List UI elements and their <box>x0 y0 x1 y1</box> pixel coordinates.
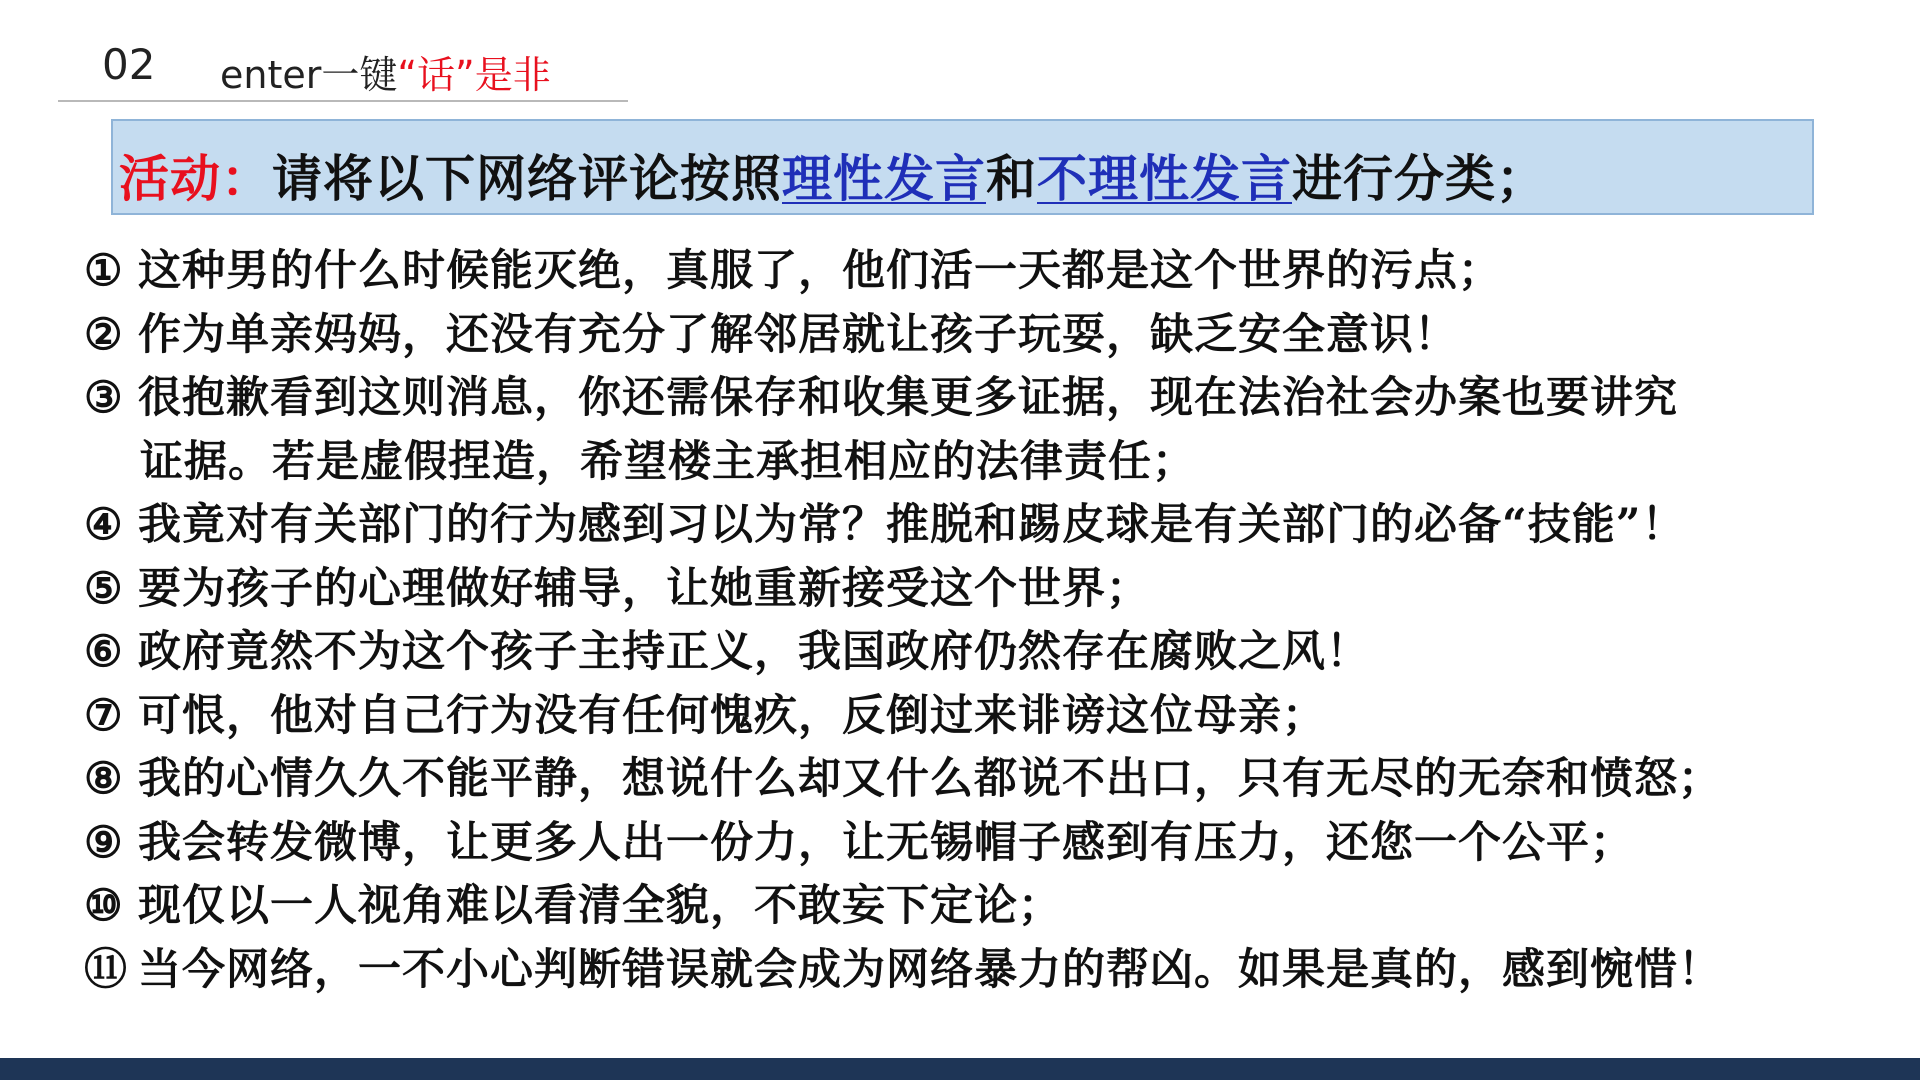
comment-item-4 <box>84 494 1884 558</box>
comment-text: 要为孩子的心理做好辅导，让她重新接受这个世界； <box>138 563 1150 614</box>
comment-number: ⑧ <box>84 754 124 804</box>
activity-text-after: 进行分类； <box>1292 149 1547 208</box>
comment-number: ③ <box>84 373 124 423</box>
section-number: 02 <box>102 40 156 89</box>
activity-label: 活动： <box>119 149 272 208</box>
comment-text: 我竟对有关部门的行为感到习以为常？推脱和踢皮球是有关部门的必备“技能”！ <box>138 500 1686 550</box>
comment-item-3-continued <box>84 431 1884 495</box>
comment-item-6 <box>84 621 1884 685</box>
comment-number: ⑪ <box>84 944 128 995</box>
comment-text: 现仅以一人视角难以看清全貌，不敢妄下定论； <box>138 881 1062 931</box>
comment-text: 这种男的什么时候能灭绝，真服了，他们活一天都是这个世界的污点； <box>138 246 1502 296</box>
comment-item-1 <box>84 240 1884 304</box>
comment-item-10 <box>84 875 1884 939</box>
activity-text-mid: 和 <box>986 149 1037 208</box>
comment-text: 政府竟然不为这个孩子主持正义，我国政府仍然存在腐败之风！ <box>138 627 1370 677</box>
comment-number: ⑤ <box>84 563 124 614</box>
comment-number: ⑦ <box>84 690 124 741</box>
section-title-main: enter一键 <box>220 53 398 97</box>
comment-number: ① <box>84 246 124 296</box>
footer-bar <box>0 1058 1920 1080</box>
irrational-speech-link[interactable]: 不理性发言 <box>1037 149 1292 208</box>
comment-text: 很抱歉看到这则消息，你还需保存和收集更多证据，现在法治社会办案也要讲究 <box>138 373 1678 423</box>
comment-text: 作为单亲妈妈，还没有充分了解邻居就让孩子玩耍，缺乏安全意识！ <box>138 309 1458 360</box>
comment-number: ④ <box>84 500 124 550</box>
section-title-highlight: “话”是非 <box>397 53 551 97</box>
section-title <box>220 44 551 99</box>
comment-item-3 <box>84 367 1884 431</box>
comment-text: 我会转发微博，让更多人出一份力，让无锡帽子感到有压力，还您一个公平； <box>138 817 1634 868</box>
comment-number: ⑩ <box>84 881 124 931</box>
section-header <box>58 30 628 102</box>
comment-number: ⑥ <box>84 627 124 677</box>
activity-text-before: 请将以下网络评论按照 <box>272 149 782 208</box>
activity-instruction <box>119 139 1547 211</box>
comment-text: 可恨，他对自己行为没有任何愧疚，反倒过来诽谤这位母亲； <box>138 690 1326 741</box>
comment-item-5 <box>84 558 1884 622</box>
activity-banner <box>111 119 1814 215</box>
comment-item-7 <box>84 685 1884 749</box>
comment-list <box>84 240 1884 1002</box>
comment-item-11 <box>84 939 1884 1003</box>
rational-speech-link[interactable]: 理性发言 <box>782 149 986 208</box>
comment-text: 我的心情久久不能平静，想说什么却又什么都说不出口，只有无尽的无奈和愤怒； <box>138 754 1722 804</box>
comment-text: 当今网络，一不小心判断错误就会成为网络暴力的帮凶。如果是真的，感到惋惜！ <box>138 944 1722 995</box>
comment-item-2 <box>84 304 1884 368</box>
comment-text: 证据。若是虚假捏造，希望楼主承担相应的法律责任； <box>140 436 1196 487</box>
comment-number: ⑨ <box>84 817 124 868</box>
comment-number: ② <box>84 309 124 360</box>
comment-item-9 <box>84 812 1884 876</box>
comment-item-8 <box>84 748 1884 812</box>
